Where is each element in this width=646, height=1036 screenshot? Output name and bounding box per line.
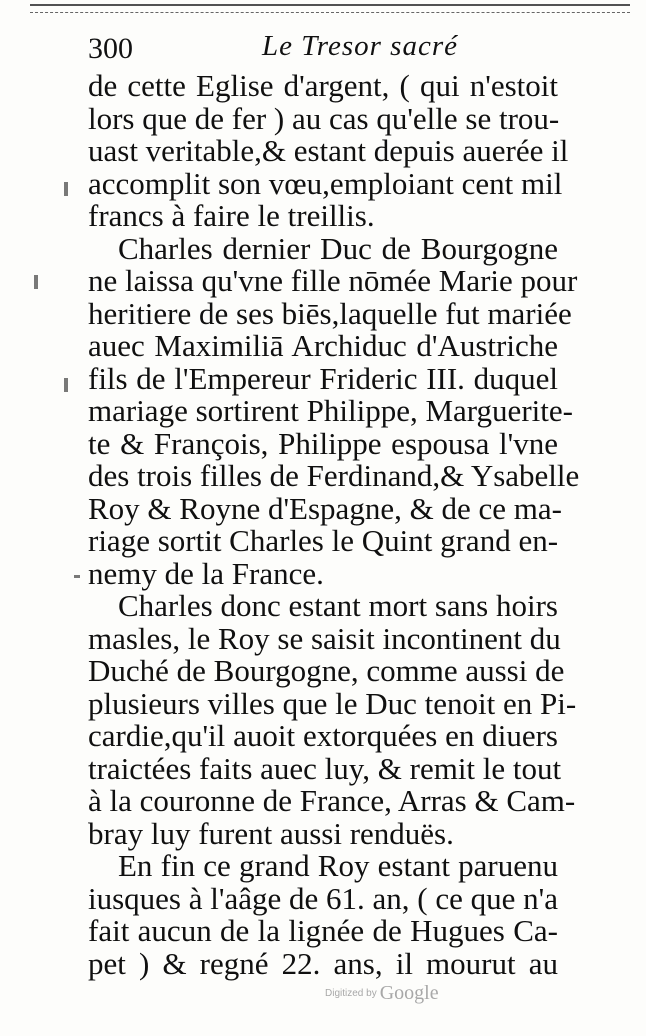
body-text bbox=[88, 68, 580, 981]
text-line: masles, le Roy se saisit incontinent du bbox=[88, 620, 561, 656]
text-line: uast veritable,& estant depuis auerée il bbox=[88, 133, 569, 168]
page-number: 300 bbox=[88, 32, 133, 65]
margin-ink-mark bbox=[64, 378, 68, 392]
text-line: riage sortit Charles le Quint grand en- bbox=[88, 523, 559, 558]
text-line: ne laissa qu'vne fille nōmée Marie pour bbox=[88, 263, 578, 298]
text-line: accomplit son vœu,emploiant cent mil bbox=[88, 165, 563, 201]
text-line: nemy de la France. bbox=[88, 555, 324, 591]
margin-ink-mark bbox=[64, 182, 68, 196]
text-line: mariage sortirent Philippe, Marguerite- bbox=[88, 393, 573, 428]
margin-ink-mark bbox=[74, 575, 80, 578]
text-line: plusieurs villes que le Duc tenoit en Pi- bbox=[88, 685, 577, 721]
text-line: lors que de fer ) au cas qu'elle se trou- bbox=[88, 100, 560, 136]
text-line: Charles donc estant mort sans hoirs bbox=[118, 588, 558, 623]
text-line: bray luy furent aussi renduës. bbox=[88, 815, 454, 851]
text-line: te & François, Philippe espousa l'vne bbox=[88, 425, 558, 461]
text-line: traictées faits auec luy, & remit le tout bbox=[88, 750, 562, 786]
top-ornament-rule bbox=[30, 4, 630, 13]
text-line: Roy & Royne d'Espagne, & de ce ma- bbox=[88, 490, 562, 526]
text-line: cardie,qu'il auoit extorquées en diuers bbox=[88, 718, 558, 753]
running-head bbox=[0, 32, 646, 72]
text-line: fait aucun de la lignée de Hugues Ca- bbox=[88, 913, 558, 948]
text-line: auec Maximiliā Archiduc d'Austriche bbox=[88, 328, 558, 363]
text-line: des trois filles de Ferdinand,& Ysabelle bbox=[88, 458, 580, 493]
google-logo: Google bbox=[379, 982, 439, 1004]
text-line: iusques à l'aâge de 61. an, ( ce que n'a bbox=[88, 880, 558, 916]
running-title: Le Tresor sacré bbox=[262, 30, 458, 62]
watermark-prefix: Digitized by bbox=[325, 988, 377, 999]
text-line: à la couronne de France, Arras & Cam- bbox=[88, 783, 576, 818]
text-line: Charles dernier Duc de Bourgogne bbox=[118, 230, 558, 266]
margin-ink-mark bbox=[34, 275, 38, 289]
text-line: francs à faire le treillis. bbox=[88, 198, 375, 233]
text-line: de cette Eglise d'argent, ( qui n'estoit bbox=[88, 68, 558, 103]
text-line: Duché de Bourgogne, comme aussi de bbox=[88, 653, 565, 688]
text-line: heritiere de ses biēs,laquelle fut mariée bbox=[88, 295, 572, 331]
text-line: En fin ce grand Roy estant paruenu bbox=[118, 848, 558, 883]
digitized-by-google-watermark bbox=[325, 982, 439, 1005]
text-line: pet ) & regné 22. ans, il mourut au bbox=[88, 945, 558, 981]
text-line: fils de l'Empereur Frideric III. duquel bbox=[88, 360, 558, 396]
